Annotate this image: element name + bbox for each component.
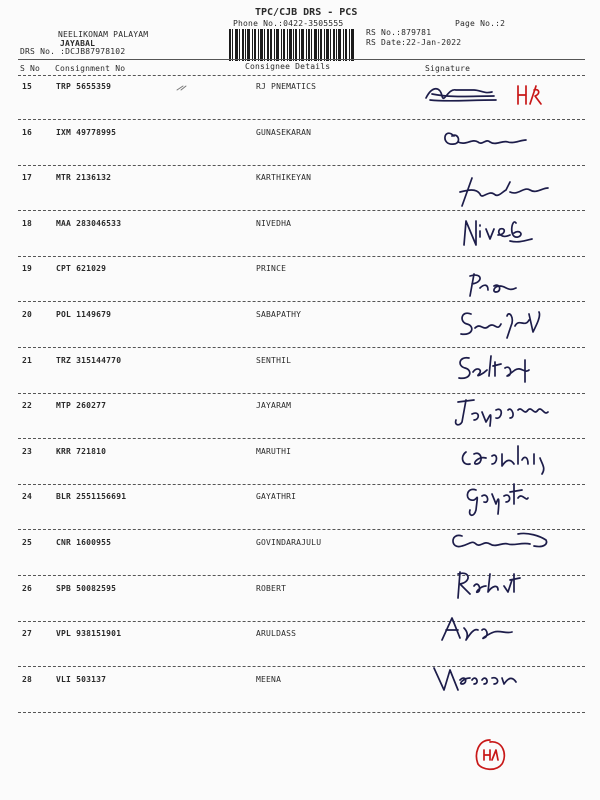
row-23-sno: 23 bbox=[22, 447, 33, 456]
row-divider bbox=[18, 210, 585, 211]
signature-17 bbox=[458, 176, 558, 210]
drs-number: DRS No. :DCJB87978102 bbox=[20, 47, 126, 56]
column-header-signature: Signature bbox=[425, 64, 471, 73]
row-27-sno: 27 bbox=[22, 629, 33, 638]
row-21-consignment: TRZ 315144770 bbox=[56, 356, 122, 365]
row-divider bbox=[18, 393, 585, 394]
row-15-consignee: RJ PNEMATICS bbox=[256, 82, 317, 91]
row-17-consignment: MTR 2136132 bbox=[56, 173, 112, 182]
row-divider bbox=[18, 119, 585, 120]
row-24-consignee: GAYATHRI bbox=[256, 492, 297, 501]
signature-24 bbox=[462, 480, 532, 522]
row-divider bbox=[18, 301, 585, 302]
row-16-sno: 16 bbox=[22, 128, 33, 137]
signature-15-note bbox=[515, 82, 543, 108]
table-top-rule bbox=[18, 59, 585, 60]
row-23-consignment: KRR 721810 bbox=[56, 447, 107, 456]
row-20-consignment: POL 1149679 bbox=[56, 310, 112, 319]
row-23-consignee: MARUTHI bbox=[256, 447, 292, 456]
rs-number: RS No.:879781 bbox=[366, 28, 432, 37]
row-26-sno: 26 bbox=[22, 584, 33, 593]
row-27-consignee: ARULDASS bbox=[256, 629, 297, 638]
row-17-consignee: KARTHIKEYAN bbox=[256, 173, 312, 182]
row-24-sno: 24 bbox=[22, 492, 33, 501]
row-25-consignee: GOVINDARAJULU bbox=[256, 538, 322, 547]
phone-number: Phone No.:0422-3505555 bbox=[233, 19, 344, 28]
row-19-consignment: CPT 621029 bbox=[56, 264, 107, 273]
header-divider bbox=[18, 75, 585, 76]
row-26-consignee: ROBERT bbox=[256, 584, 287, 593]
row-21-consignee: SENTHIL bbox=[256, 356, 292, 365]
signature-27 bbox=[438, 614, 518, 644]
rs-date: RS Date:22-Jan-2022 bbox=[366, 38, 462, 47]
row-26-consignment: SPB 50082595 bbox=[56, 584, 117, 593]
column-header-consignee: Consignee Details bbox=[245, 62, 331, 71]
column-header-consignment: Consignment No bbox=[55, 64, 126, 73]
signature-15 bbox=[422, 80, 522, 112]
signature-22 bbox=[452, 396, 562, 430]
row-15-consignment: TRP 5655359 bbox=[56, 82, 112, 91]
row-divider bbox=[18, 438, 585, 439]
row-divider bbox=[18, 165, 585, 166]
row-20-sno: 20 bbox=[22, 310, 33, 319]
row-25-consignment: CNR 1600955 bbox=[56, 538, 112, 547]
row-25-sno: 25 bbox=[22, 538, 33, 547]
page-number: Page No.:2 bbox=[455, 19, 506, 28]
row-18-consignment: MAA 283046533 bbox=[56, 219, 122, 228]
row-21-sno: 21 bbox=[22, 356, 33, 365]
tick-mark bbox=[176, 84, 188, 92]
circled-mark bbox=[474, 738, 506, 772]
signature-21 bbox=[455, 352, 535, 386]
row-19-consignee: PRINCE bbox=[256, 264, 287, 273]
signature-19 bbox=[466, 270, 536, 300]
row-divider bbox=[18, 712, 585, 713]
row-16-consignment: IXM 49778995 bbox=[56, 128, 117, 137]
signature-28 bbox=[430, 662, 530, 696]
signature-26 bbox=[450, 568, 530, 604]
signature-20 bbox=[455, 306, 545, 346]
row-15-sno: 15 bbox=[22, 82, 33, 91]
signature-23 bbox=[458, 442, 558, 476]
row-20-consignee: SABAPATHY bbox=[256, 310, 302, 319]
column-header-sno: S No bbox=[20, 64, 41, 73]
signature-25 bbox=[448, 526, 558, 556]
row-24-consignment: BLR 2551156691 bbox=[56, 492, 127, 501]
row-18-consignee: NIVEDHA bbox=[256, 219, 292, 228]
signature-18 bbox=[458, 215, 538, 255]
row-22-sno: 22 bbox=[22, 401, 33, 410]
row-27-consignment: VPL 938151901 bbox=[56, 629, 122, 638]
row-28-consignee: MEENA bbox=[256, 675, 282, 684]
document-title: TPC/CJB DRS - PCS bbox=[255, 7, 358, 18]
row-divider bbox=[18, 256, 585, 257]
location-name: NEELIKONAM PALAYAM bbox=[58, 30, 149, 39]
row-22-consignee: JAYARAM bbox=[256, 401, 292, 410]
row-18-sno: 18 bbox=[22, 219, 33, 228]
row-17-sno: 17 bbox=[22, 173, 33, 182]
row-16-consignee: GUNASEKARAN bbox=[256, 128, 312, 137]
row-28-sno: 28 bbox=[22, 675, 33, 684]
location-sub: JAYABAL bbox=[60, 39, 96, 48]
row-22-consignment: MTP 260277 bbox=[56, 401, 107, 410]
barcode bbox=[229, 29, 354, 61]
row-divider bbox=[18, 347, 585, 348]
row-28-consignment: VLI 503137 bbox=[56, 675, 107, 684]
row-19-sno: 19 bbox=[22, 264, 33, 273]
signature-16 bbox=[442, 124, 552, 152]
